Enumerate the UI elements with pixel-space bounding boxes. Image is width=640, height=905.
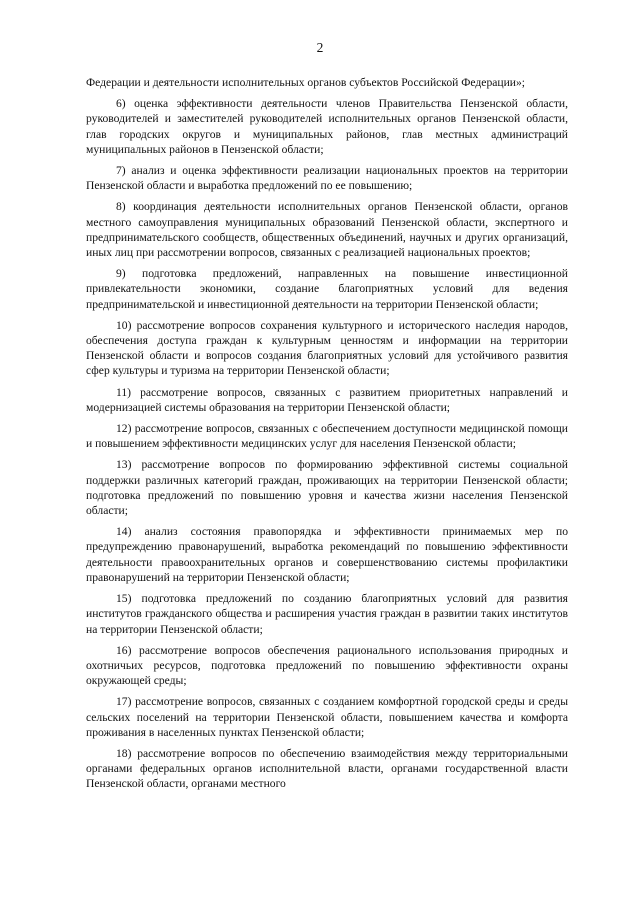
paragraph-item-8: 8) координация деятельности исполнительных органов Пензенской области, органов местного самоуправления муниципальных образований Пензенской области, экспертного и предпринимательского сообществ, общественных объединений, научных и других организаций, иных лиц при рассмотрении вопросов, связанных с реализацией национальных проектов; [86,200,568,260]
paragraph-item-17: 17) рассмотрение вопросов, связанных с созданием комфортной городской среды и среды сельских поселений на территории Пензенской области, повышением качества и комфорта проживания в населенных пунктах Пензенской области; [86,695,568,739]
paragraph-continuation: Федерации и деятельности исполнительных органов субъектов Российской Федерации»; [86,76,526,89]
paragraph-item-6: 6) оценка эффективности деятельности членов Правительства Пензенской области, руководителей и заместителей руководителей исполнительных органов Пензенской области, глав городских округов и муниципальных районов, глав местных администраций муниципальных районов в Пензенской области; [86,97,568,156]
document-body [86,75,568,792]
page-number: 2 [316,40,324,55]
paragraph-item-7: 7) анализ и оценка эффективности реализации национальных проектов на территории Пензенской области и выработка предложений по ее повышению; [86,164,568,193]
paragraph-item-10: 10) рассмотрение вопросов сохранения культурного и исторического наследия народов, обеспечения доступа граждан к культурным ценностям и информации на территории Пензенской области и вопросов создания благоприятных условий для устойчивого развития сфер культуры и туризма на территории Пензенской области; [86,318,568,378]
paragraph-item-11: 11) рассмотрение вопросов, связанных с развитием приоритетных направлений и модернизацией системы образования на территории Пензенской области; [86,385,568,414]
paragraph-item-15: 15) подготовка предложений по созданию благоприятных условий для развития институтов гражданского общества и расширения участия граждан в развитии таких институтов на территории Пензенской области; [86,592,568,636]
paragraph-item-14: 14) анализ состояния правопорядка и эффективности принимаемых мер по предупреждению правонарушений, выработка рекомендаций по повышению эффективности деятельности правоохранительных органов и совершенствованию системы профилактики правонарушений на территории Пензенской области; [86,525,568,584]
paragraph-item-9: 9) подготовка предложений, направленных на повышение инвестиционной привлекательности экономики, создание благоприятных условий для ведения предпринимательской и инвестиционной деятельности на территории Пензенской области; [86,267,568,311]
paragraph-item-13: 13) рассмотрение вопросов по формированию эффективной системы социальной поддержки различных категорий граждан, проживающих на территории Пензенской области; подготовка предложений по повышению уровня и качества жизни населения Пензенской области; [86,458,568,518]
paragraph-item-16: 16) рассмотрение вопросов обеспечения рационального использования природных и охотничьих ресурсов, подготовка предложений по повышению эффективности охраны окружающей среды; [86,643,568,688]
paragraph-item-18: 18) рассмотрение вопросов по обеспечению взаимодействия между территориальными органами федеральных органов исполнительной власти, органами государственной власти Пензенской области, органами местного [86,746,568,791]
paragraph-item-12: 12) рассмотрение вопросов, связанных с обеспечением доступности медицинской помощи и повышением эффективности медицинских услуг для населения Пензенской области; [86,422,568,451]
